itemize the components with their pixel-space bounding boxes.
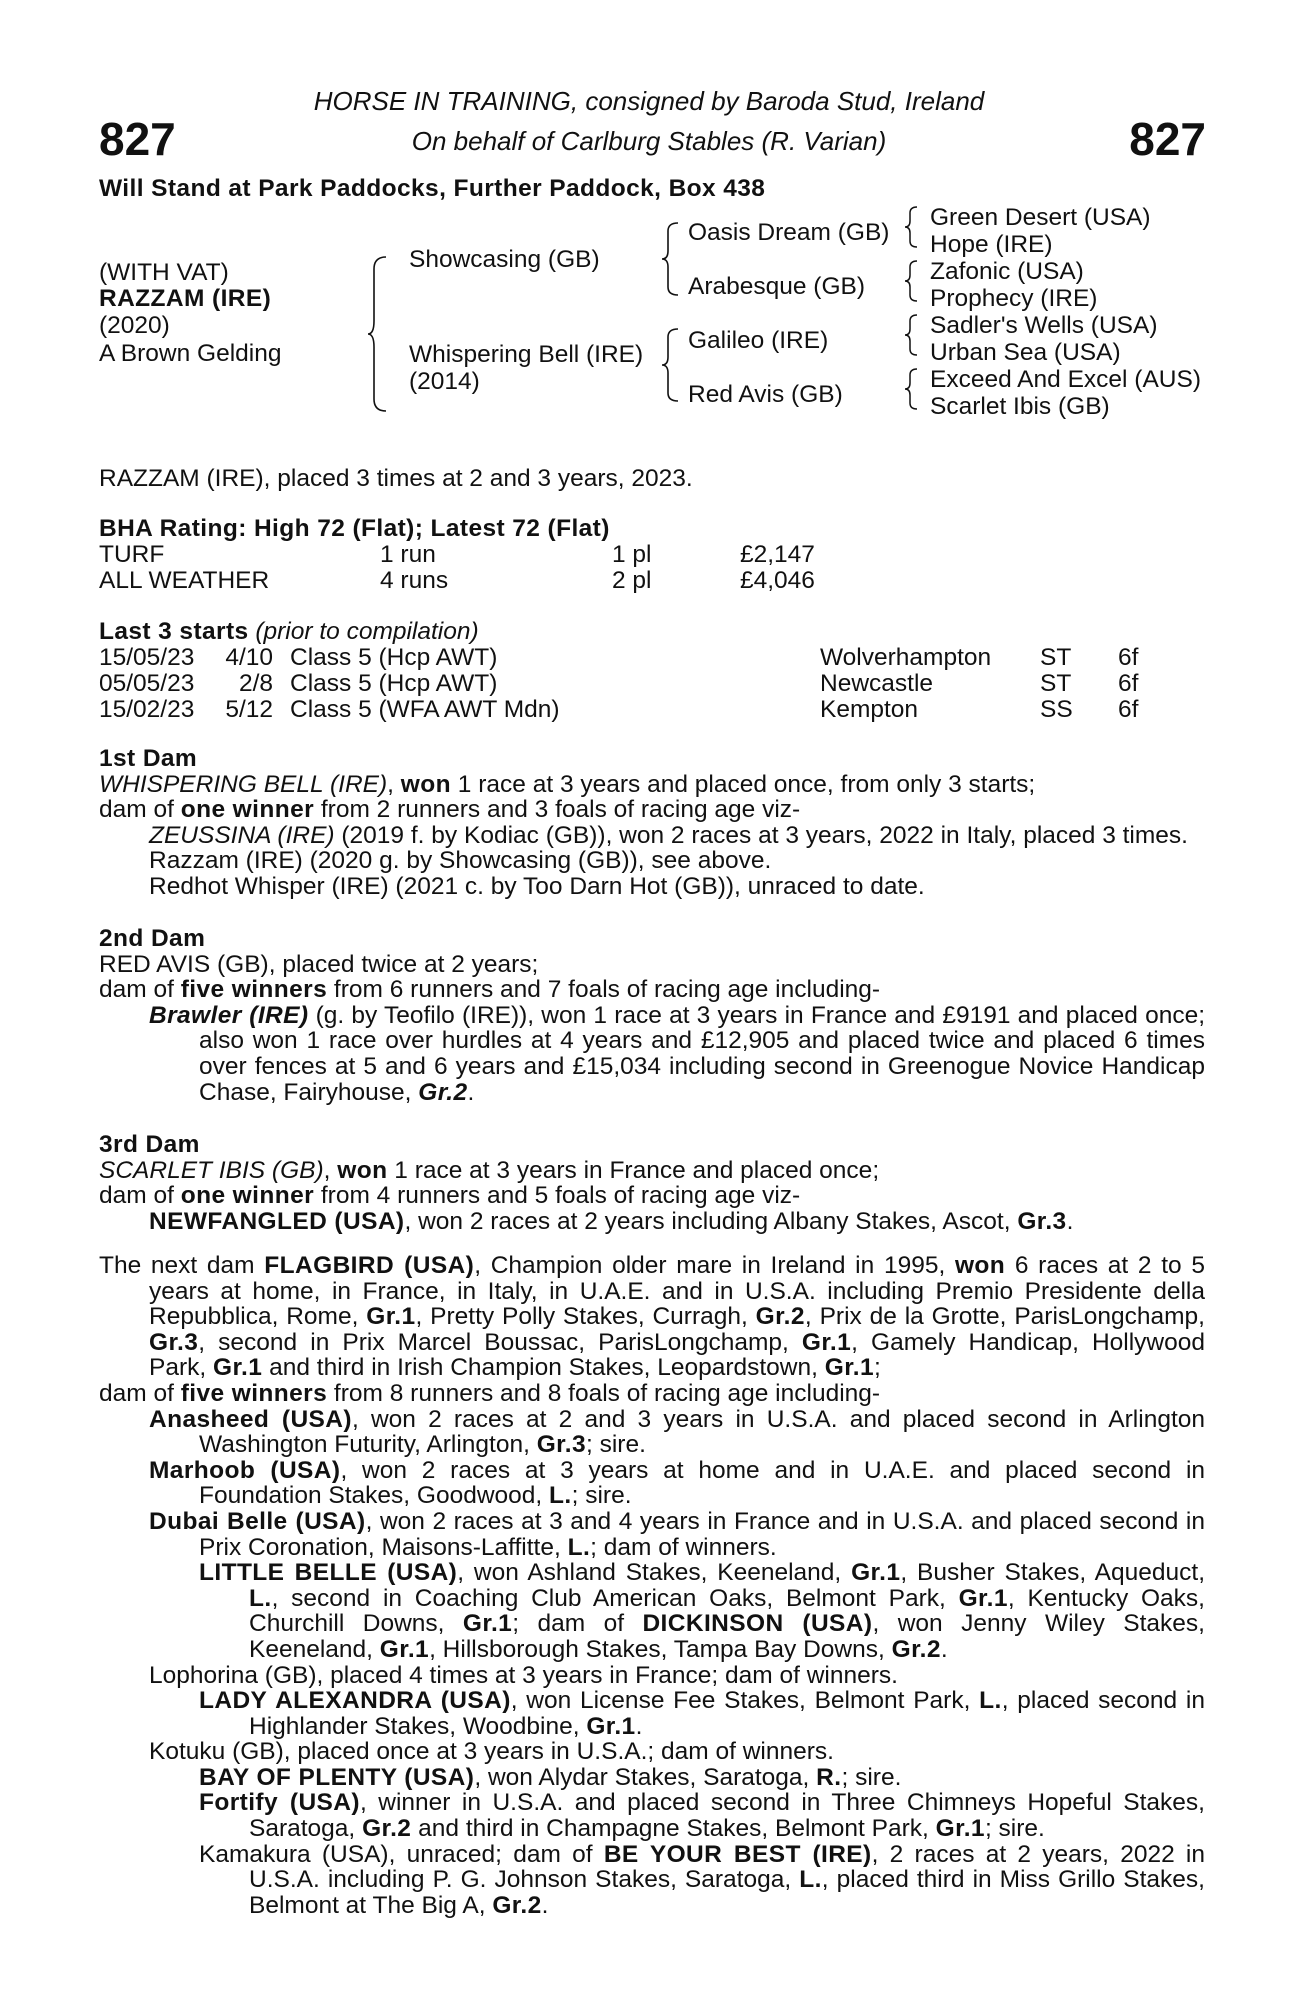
grade-label: Gr.1 [462,1610,513,1638]
little-belle-name: LITTLE BELLE (USA) [199,1559,458,1587]
grade-label: R. [816,1763,842,1791]
grade-label: Gr.1 [801,1328,852,1356]
pedigree-bracket-ds [905,313,919,357]
start-row-1-race: Class 5 (Hcp AWT) [290,644,498,671]
progeny-redhot-whisper: Redhot Whisper (IRE) (2021 c. by Too Darn Hot (GB)), unraced to date. [149,872,925,900]
grade-label: Gr.3 [1017,1207,1067,1235]
progeny-dubai-belle [99,1509,1205,1560]
pedigree-sds: Zafonic (USA) [930,258,1084,285]
grade-label: Gr.1 [851,1559,901,1587]
grade-label: Gr.1 [586,1712,636,1740]
text-fragment: , Kentucky Oaks, Churchill Downs, [249,1584,1205,1638]
last-starts-title: Last 3 starts [99,618,249,645]
start-row-2-race: Class 5 (Hcp AWT) [290,670,498,697]
text-fragment: dam of [99,1379,181,1407]
grade-label: L. [249,1584,272,1612]
pedigree-bracket-sd [905,259,919,303]
horse-name: RAZZAM (IRE) [99,285,272,312]
pedigree-dam-sire: Galileo (IRE) [688,327,829,354]
winners-emphasis: one winner [180,796,315,824]
start-row-1-pos: 4/10 [225,644,273,671]
grade-label: Gr.3 [149,1328,199,1356]
text-fragment: 1 race at 3 years and placed once, from only 3 starts; [451,770,1036,798]
start-row-3-dist: 6f [1118,696,1139,723]
rating-row-aw-prize: £4,046 [740,567,815,594]
start-row-3-course: Kempton [820,696,919,723]
progeny-fortify [99,1790,1205,1841]
text-fragment: ; sire. [841,1763,902,1791]
bay-of-plenty-name: BAY OF PLENTY (USA) [199,1763,475,1791]
won-emphasis: won [954,1252,1006,1279]
text-fragment: The next dam [99,1252,265,1279]
text-fragment: , won 2 races at 3 and 4 years in France and in U.S.A. and placed second in Prix Coronation, Maisons-Laffitte, [199,1507,1205,1561]
text-fragment: , [323,1156,338,1184]
pedigree-sire: Showcasing (GB) [409,246,600,273]
text-fragment: from 8 runners and 8 foals of racing age including- [327,1379,881,1407]
grade-label: Gr.1 [958,1584,1008,1612]
progeny-razzam: Razzam (IRE) (2020 g. by Showcasing (GB)), see above. [149,847,772,875]
won-emphasis: won [337,1156,388,1184]
rating-row-turf-prize: £2,147 [740,541,815,568]
text-fragment: and third in Champagne Stakes, Belmont Park, [411,1815,936,1843]
grade-label: Gr.1 [935,1815,985,1843]
fortify-name: Fortify (USA) [199,1789,360,1817]
winners-emphasis: five winners [180,976,328,1004]
grade-label: Gr.1 [213,1354,263,1382]
text-fragment: 1 race at 3 years in France and placed once; [387,1156,880,1184]
start-row-1-dist: 6f [1118,644,1139,671]
grade-label: Gr.1 [824,1354,875,1382]
rating-row-aw-runs: 4 runs [380,567,449,594]
progeny-marhoob [99,1458,1205,1509]
grade-label: Gr.2 [362,1815,412,1843]
text-fragment: from 4 runners and 5 foals of racing age viz- [314,1182,801,1210]
rating-row-turf-surface: TURF [99,541,165,568]
rating-row-aw-placed: 2 pl [612,567,652,594]
first-dam-heading: 1st Dam [99,745,198,772]
text-fragment: , won Jenny Wiley Stakes, Keeneland, [249,1610,1205,1663]
start-row-2-going: ST [1040,670,1072,697]
progeny-lophorina: Lophorina (GB), placed 4 times at 3 years in France; dam of winners. [149,1661,898,1689]
flagbird-paragraph [99,1253,1205,1381]
grade-label: Gr.2 [891,1635,941,1663]
lady-alexandra-name: LADY ALEXANDRA (USA) [199,1687,511,1715]
text-fragment: ; dam of winners. [590,1533,777,1561]
text-fragment: , Gamely Handicap, Hollywood Park, [149,1328,1205,1382]
pedigree-dam: Whispering Bell (IRE) [409,341,644,368]
third-dam-name: SCARLET IBIS (GB) [99,1156,324,1184]
second-dam-section [99,926,1205,1105]
text-fragment: , won 2 races at 2 years including Albany Stakes, Ascot, [404,1207,1018,1235]
text-fragment: from 6 runners and 7 foals of racing age including- [327,976,881,1004]
text-fragment: ; [874,1354,881,1382]
pedigree-dam-year: (2014) [409,368,480,395]
grade-label: Gr.1 [379,1635,430,1663]
third-dam-section [99,1132,1205,1234]
text-fragment: . [940,1635,948,1663]
text-fragment: , won 2 races at 3 years at home and in U.A.E. and placed second in Foundation Stakes, Goodwood, [199,1456,1206,1510]
lot-number-left: 827 [99,113,176,165]
horse-year: (2020) [99,312,170,339]
be-your-best-name: BE YOUR BEST (IRE) [603,1840,872,1868]
text-fragment: . [467,1078,475,1106]
text-fragment: . [541,1891,549,1919]
text-fragment: ; sire. [984,1815,1045,1843]
text-fragment: , placed third in Miss Grillo Stakes, Belmont at The Big A, [249,1866,1205,1919]
rating-row-turf-runs: 1 run [380,541,436,568]
pedigree-dsd: Urban Sea (USA) [930,339,1121,366]
last-starts-note: (prior to compilation) [255,618,479,645]
race-summary: RAZZAM (IRE), placed 3 times at 2 and 3 years, 2023. [99,465,693,492]
pedigree-bracket-ss [905,205,919,249]
on-behalf-line: On behalf of Carlburg Stables (R. Varian) [411,126,887,156]
text-fragment: ; dam of [512,1610,643,1638]
pedigree-bracket-dd [905,367,919,411]
grade-label: Gr.2 [418,1078,468,1106]
text-fragment: dam of [99,1182,181,1210]
text-fragment: , Prix de la Grotte, ParisLongchamp, [804,1303,1205,1331]
bha-rating: BHA Rating: High 72 (Flat); Latest 72 (Flat) [99,515,610,542]
winners-emphasis: one winner [180,1182,315,1210]
text-fragment: ; sire. [571,1482,632,1510]
pedigree-bracket-sire [662,221,680,297]
winners-emphasis: five winners [180,1379,328,1407]
grade-label: L. [549,1482,572,1510]
start-row-2-date: 05/05/23 [99,670,195,697]
start-row-1-course: Wolverhampton [820,644,992,671]
consignor-line: HORSE IN TRAINING, consigned by Baroda Stud, Ireland [313,86,985,116]
text-fragment: , second in Prix Marcel Boussac, ParisLongchamp, [198,1328,802,1356]
text-fragment: , Busher Stakes, Aqueduct, [900,1559,1206,1587]
pedigree-sire-sire: Oasis Dream (GB) [688,219,890,246]
start-row-3-race: Class 5 (WFA AWT Mdn) [290,696,560,723]
progeny-newfangled: NEWFANGLED (USA) [149,1207,405,1235]
text-fragment: ; sire. [586,1431,646,1459]
grade-label: Gr.1 [366,1303,416,1331]
text-fragment: , 2 races at 2 years, 2022 in U.S.A. including P. G. Johnson Stakes, Saratoga, [249,1840,1206,1894]
start-row-3-pos: 5/12 [225,696,273,723]
text-fragment: , second in Coaching Club American Oaks, Belmont Park, [271,1584,959,1612]
progeny-kotuku: Kotuku (GB), placed once at 3 years in U.S.A.; dam of winners. [149,1738,834,1766]
pedigree-ssd: Hope (IRE) [930,231,1053,258]
text-fragment: . [635,1712,643,1740]
text-fragment: (g. by Teofilo (IRE)), won 1 race at 3 years in France and £9191 and placed once; also won 1 race over hurdles at 4 years and £12,905 and placed twice and placed 6 times over fences at 5 and 6 years and £15,034 including second in Greenogue Novice Handicap Chase, Fairyhouse, [199,1001,1206,1106]
marhoob-name: Marhoob (USA) [149,1456,341,1484]
progeny-little-belle [99,1560,1205,1662]
flagbird-name: FLAGBIRD (USA) [264,1252,475,1279]
rating-row-turf-placed: 1 pl [612,541,652,568]
horse-description: A Brown Gelding [99,340,282,367]
progeny-zeussina: ZEUSSINA (IRE) [149,821,335,849]
third-dam-heading: 3rd Dam [99,1131,200,1158]
next-dam-section [99,1253,1205,1918]
start-row-1-date: 15/05/23 [99,644,195,671]
grade-label: Gr.3 [536,1431,586,1459]
grade-label: Gr.2 [755,1303,805,1331]
start-row-3-going: SS [1040,696,1073,723]
pedigree-sdd: Prophecy (IRE) [930,285,1098,312]
progeny-bay-of-plenty [99,1765,1205,1791]
text-fragment: from 2 runners and 3 foals of racing age viz- [314,796,801,824]
dickinson-name: DICKINSON (USA) [642,1610,873,1638]
pedigree-sire-dam: Arabesque (GB) [688,273,866,300]
progeny-brawler [99,1003,1205,1105]
text-fragment: , won Ashland Stakes, Keeneland, [457,1559,852,1587]
grade-label: L. [979,1687,1002,1715]
text-fragment: Kamakura (USA), unraced; dam of [199,1840,604,1868]
stand-location: Will Stand at Park Paddocks, Further Paddock, Box 438 [99,175,766,202]
start-row-3-date: 15/02/23 [99,696,195,723]
text-fragment: dam of [99,796,181,824]
text-fragment: , placed second in Highlander Stakes, Woodbine, [249,1687,1205,1740]
second-dam-heading: 2nd Dam [99,925,206,952]
text-fragment: , winner in U.S.A. and placed second in Three Chimneys Hopeful Stakes, Saratoga, [249,1789,1205,1843]
text-fragment: (2019 f. by Kodiac (GB)), won 2 races at 3 years, 2022 in Italy, placed 3 times. [334,821,1188,849]
pedigree-bracket-dam [662,327,680,403]
anasheed-name: Anasheed (USA) [149,1405,352,1433]
text-fragment: 6 races at 2 to 5 years at home, in France, in Italy, in U.A.E. and in U.S.A. including Premio Presidente della Repubblica, Rome, [149,1252,1206,1331]
text-fragment: and third in Irish Champion Stakes, Leopardstown, [262,1354,825,1382]
text-fragment: , won License Fee Stakes, Belmont Park, [510,1687,980,1715]
pedigree-dam-dam: Red Avis (GB) [688,381,843,408]
brawler-name: Brawler (IRE) [149,1001,309,1029]
start-row-2-dist: 6f [1118,670,1139,697]
text-fragment: , Champion older mare in Ireland in 1995, [474,1252,955,1279]
grade-label: Gr.2 [492,1891,542,1919]
second-dam-line: RED AVIS (GB), placed twice at 2 years; [99,950,539,978]
pedigree-dss: Sadler's Wells (USA) [930,312,1158,339]
rating-row-aw-surface: ALL WEATHER [99,567,270,594]
text-fragment: , [387,770,401,798]
start-row-2-pos: 2/8 [238,670,273,697]
grade-label: L. [567,1533,591,1561]
grade-label: L. [799,1866,822,1894]
progeny-kamakura [99,1842,1205,1919]
text-fragment: , won 2 races at 2 and 3 years in U.S.A. and placed second in Arlington Washington Futurity, Arlington, [199,1405,1205,1459]
progeny-anasheed [99,1407,1205,1458]
text-fragment: dam of [99,976,181,1004]
progeny-lady-alexandra [99,1688,1205,1739]
pedigree-dds: Exceed And Excel (AUS) [930,366,1201,393]
pedigree-bracket-main [368,255,388,413]
vat-note: (WITH VAT) [99,259,229,286]
won-emphasis: won [400,770,451,798]
first-dam-section [99,746,1205,900]
first-dam-name: WHISPERING BELL (IRE) [99,770,388,798]
text-fragment: , won Alydar Stakes, Saratoga, [474,1763,817,1791]
text-fragment: , Hillsborough Stakes, Tampa Bay Downs, [429,1635,892,1663]
start-row-1-going: ST [1040,644,1072,671]
pedigree-sss: Green Desert (USA) [930,204,1151,231]
start-row-2-course: Newcastle [820,670,934,697]
pedigree-ddd: Scarlet Ibis (GB) [930,393,1110,420]
last-starts-heading [99,618,479,646]
text-fragment: , Pretty Polly Stakes, Curragh, [415,1303,756,1331]
text-fragment: . [1066,1207,1074,1235]
dubai-belle-name: Dubai Belle (USA) [149,1507,366,1535]
lot-number-right: 827 [1129,113,1206,165]
